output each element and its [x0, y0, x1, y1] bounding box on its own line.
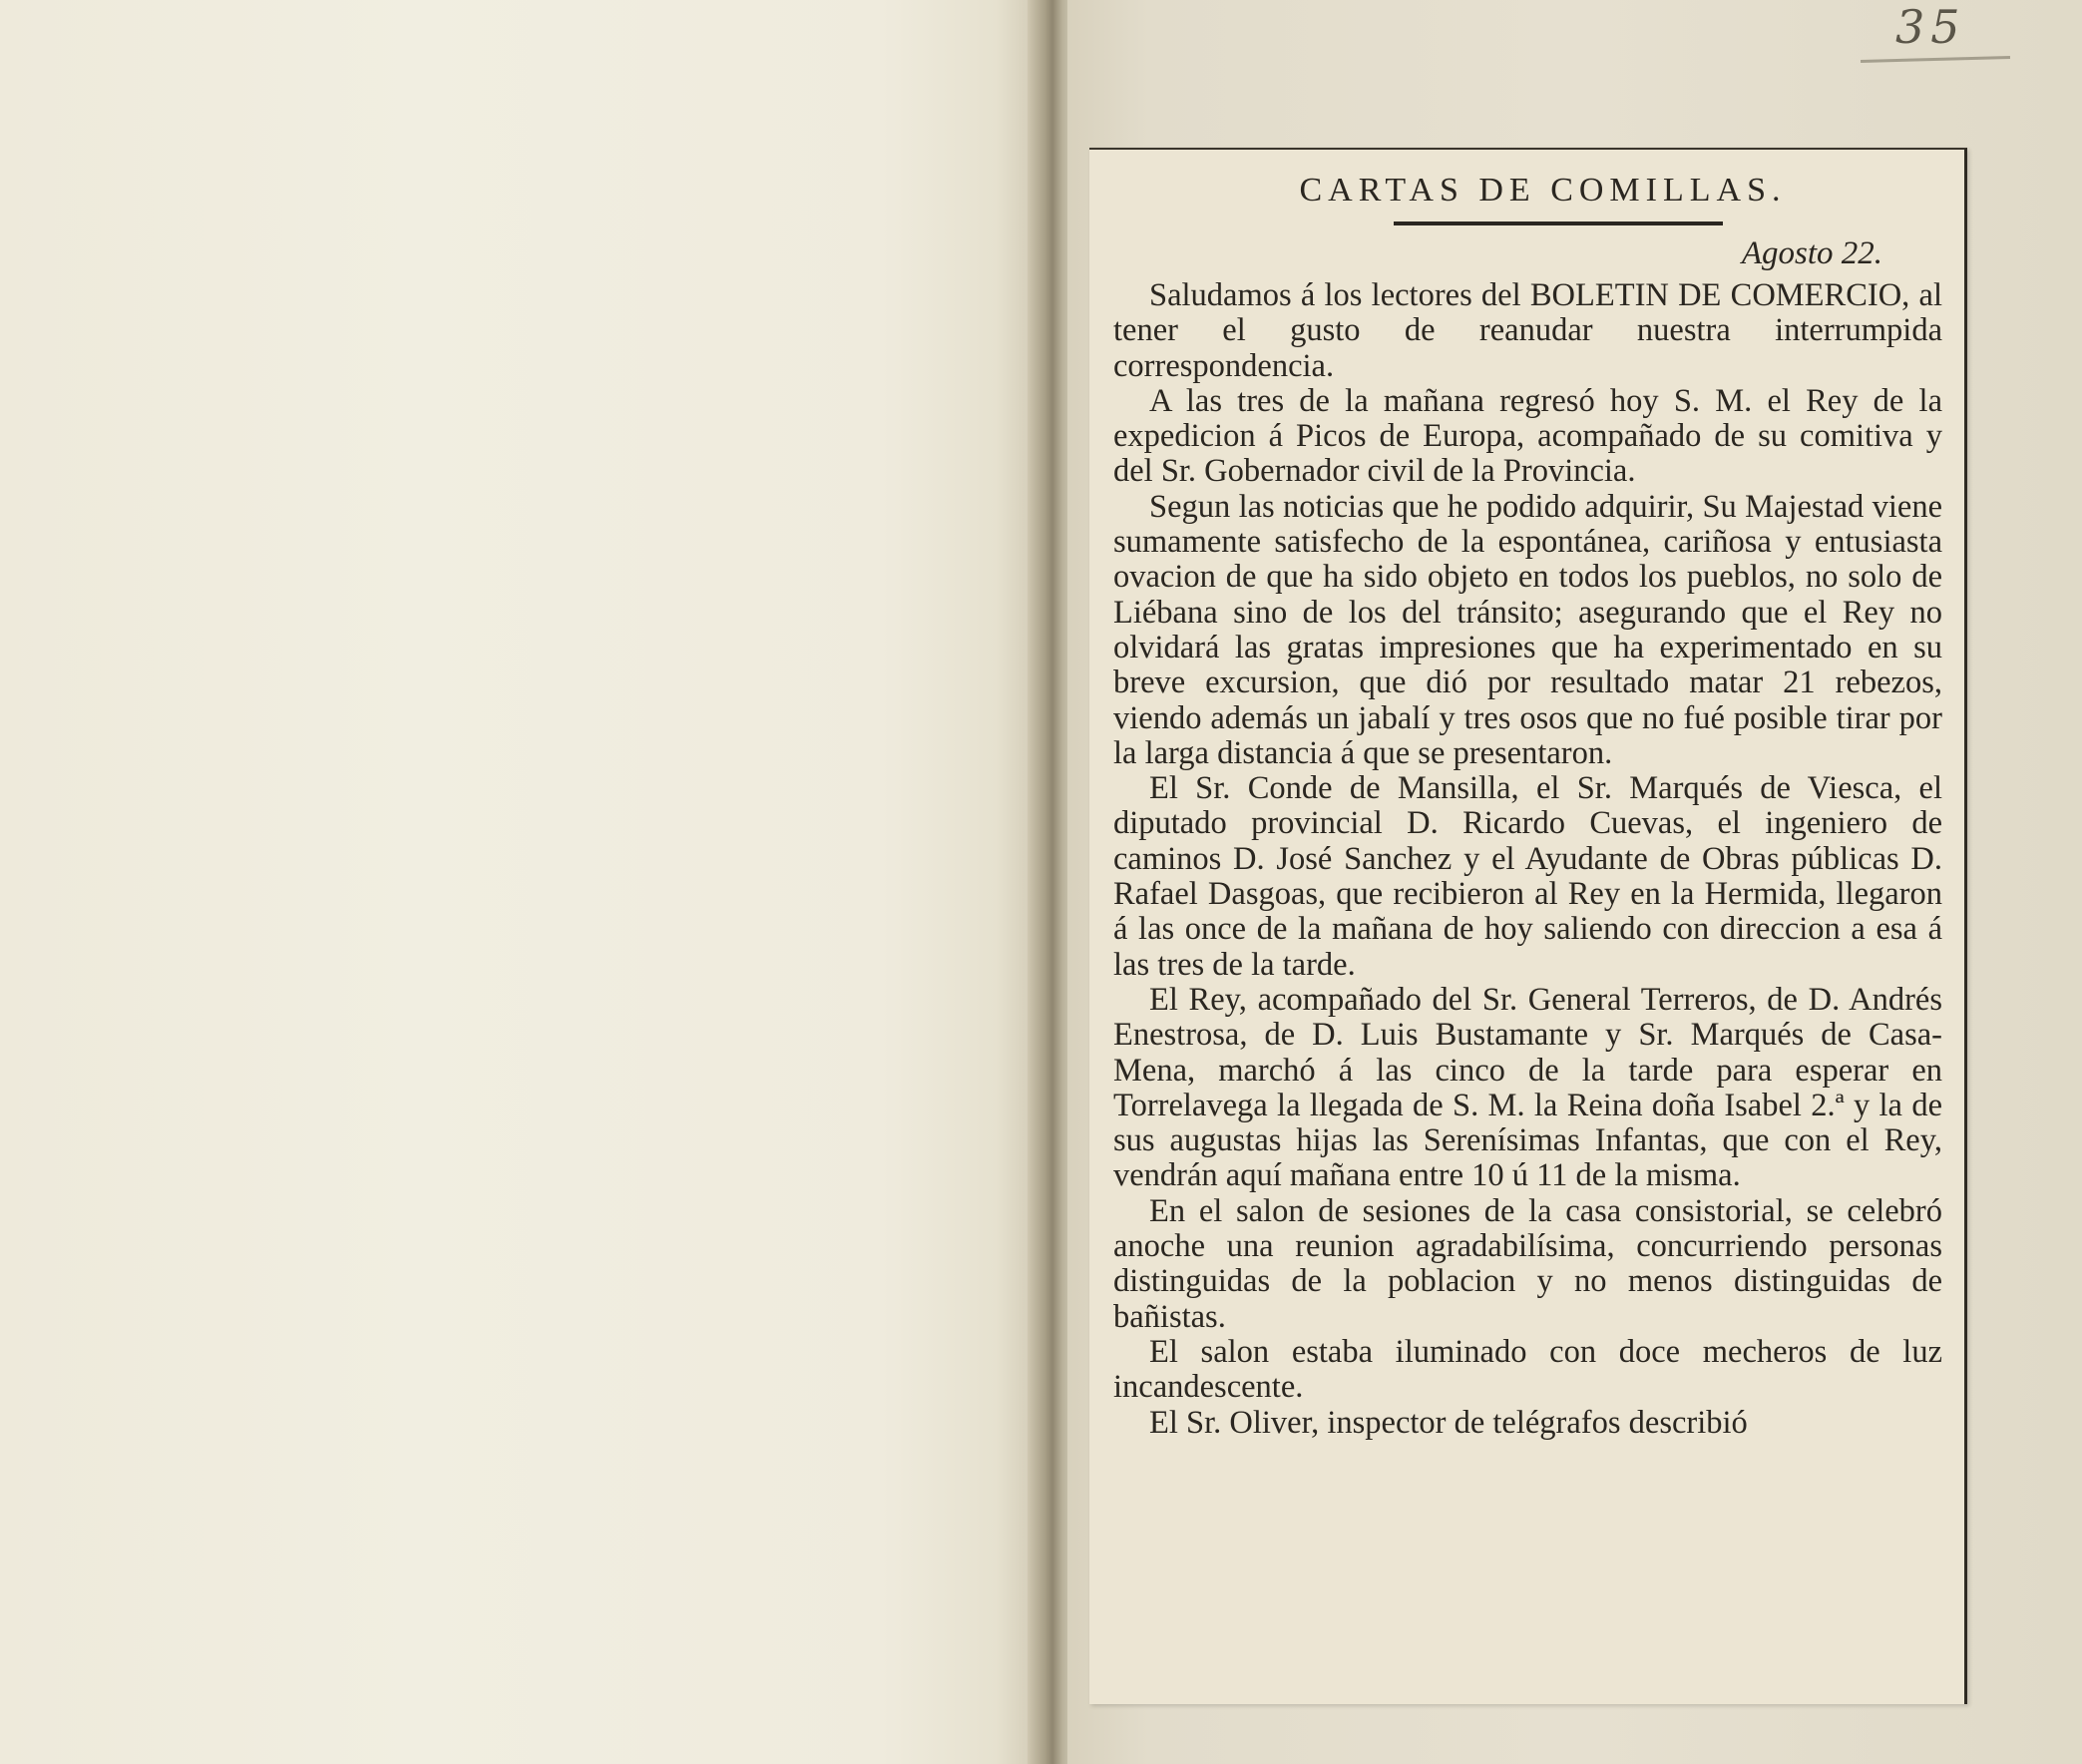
paragraph-2: A las tres de la mañana regresó hoy S. M. el Rey de la expedicion á Picos de Europa, acompañado de su comitiva y del Sr. Gobernador civil de la Provincia.: [1113, 382, 1942, 490]
paragraph-1: Saludamos á los lectores del BOLETIN DE COMERCIO, al tener el gusto de reanudar nuestra interrumpida correspondencia.: [1113, 277, 1942, 384]
paragraph-3: Segun las noticias que he podido adquirir, Su Majestad viene sumamente satisfecho de la espontánea, cariñosa y entusiasta ovacion de que ha sido objeto en todos los pueblos, no solo de Liébana sino de los del tránsito; asegurando que el Rey no olvidará las gratas impresiones que ha experimentado en su breve excursion, que dió por resultado matar 21 rebezos, viendo además un jabalí y tres osos que no fué posible tirar por la larga distancia á que se presentaron.: [1113, 488, 1942, 771]
clipping-body: [1113, 278, 1942, 1441]
handwritten-page-number: 35: [1895, 0, 1966, 54]
clipping-title: CARTAS DE COMILLAS.: [1299, 172, 1787, 209]
paragraph-8: El Sr. Oliver, inspector de telégrafos describió: [1149, 1404, 1748, 1441]
newspaper-clipping: [1089, 148, 1967, 1704]
paragraph-4: El Sr. Conde de Mansilla, el Sr. Marqués de Viesca, el diputado provincial D. Ricardo Cuevas, el ingeniero de caminos D. José Sanchez y el Ayudante de Obras públicas D. Rafael Dasgoas, que recibieron al Rey en la Hermida, llegaron á las once de la mañana de hoy saliendo con direccion a esa á las tres de la tarde.: [1113, 770, 1942, 983]
paragraph-6: En el salon de sesiones de la casa consistorial, se celebró anoche una reunion agradabilísima, concurriendo personas distinguidas de la poblacion y no menos distinguidas de bañistas.: [1113, 1192, 1942, 1335]
left-blank-page: [0, 0, 1038, 1764]
paragraph-5: El Rey, acompañado del Sr. General Terreros, de D. Andrés Enestrosa, de D. Luis Bustamante y Sr. Marqués de Casa-Mena, marchó á las cinco de la tarde para esperar en Torrelavega la llegada de S. M. la Reina doña Isabel 2.ª y la de sus augustas hijas las Serenísimas Infantas, que con el Rey, vendrán aquí mañana entre 10 ú 11 de la misma.: [1113, 981, 1942, 1194]
clipping-dateline: Agosto 22.: [1741, 235, 1882, 271]
title-rule: [1394, 221, 1723, 225]
paragraph-7: El salon estaba iluminado con doce mecheros de luz incandescente.: [1113, 1333, 1942, 1406]
